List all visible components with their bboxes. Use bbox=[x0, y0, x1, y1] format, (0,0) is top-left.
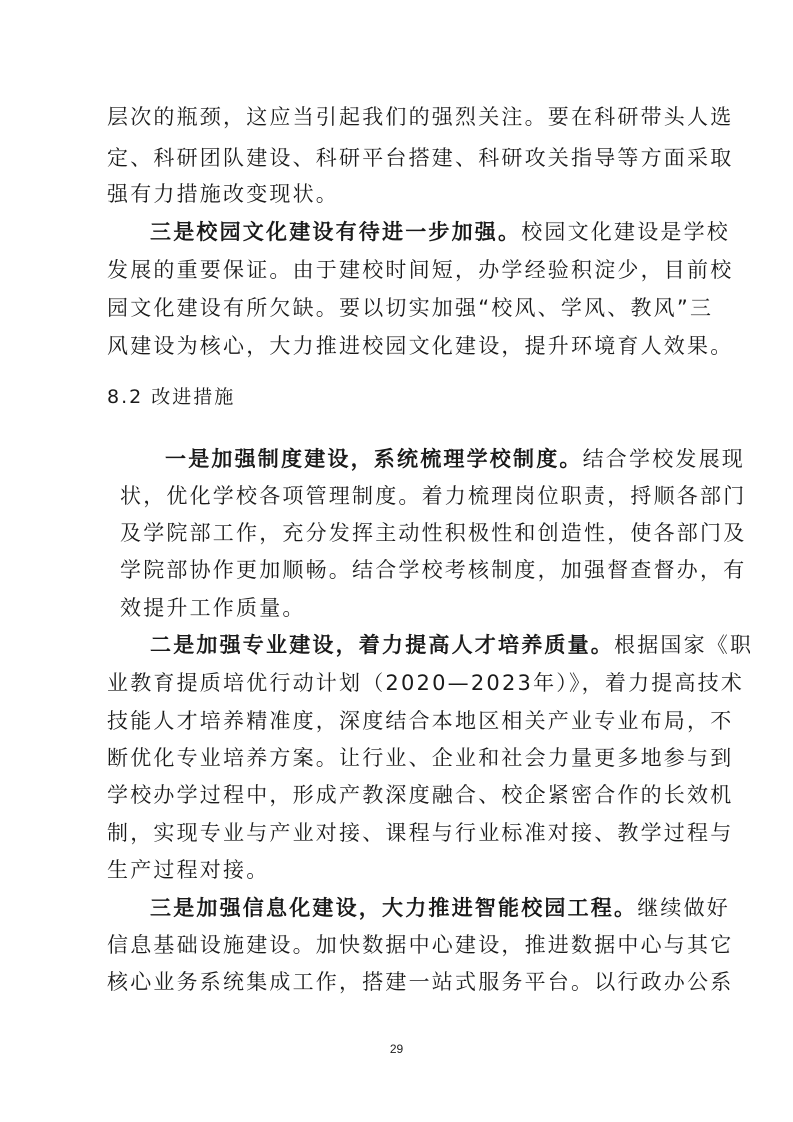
measure2-line-6: 制，实现专业与产业对接、课程与行业标准对接、教学过程与 bbox=[107, 821, 734, 845]
measure2-lead: 二是加强专业建设，着力提高人才培养质量。 bbox=[150, 633, 614, 657]
measure3-line1-rest: 继续做好 bbox=[637, 896, 731, 920]
problem3-line-4: 风建设为核心，大力推进校园文化建设，提升环境育人效果。 bbox=[107, 334, 734, 358]
measure2-line-2: 业教育提质培优行动计划（2020—2023年）》，着力提高技术 bbox=[107, 671, 745, 695]
measure3-line-1 bbox=[150, 894, 730, 922]
intro-line-1: 层次的瓶颈，这应当引起我们的强烈关注。要在科研带头人选 bbox=[107, 105, 734, 129]
measure2-line-1 bbox=[150, 631, 753, 659]
measure3-line-3: 核心业务系统集成工作，搭建一站式服务平台。以行政办公系 bbox=[107, 970, 734, 994]
intro-line-2: 定、科研团队建设、科研平台搭建、科研攻关指导等方面采取 bbox=[107, 146, 734, 170]
problem3-line-1 bbox=[150, 218, 730, 246]
measure2-line-4: 断优化专业培养方案。让行业、企业和社会力量更多地参与到 bbox=[107, 746, 734, 770]
measure3-line-2: 信息基础设施建设。加快数据中心建设，推进数据中心与其它 bbox=[107, 933, 734, 957]
section-heading: 8.2 改进措施 bbox=[107, 386, 236, 408]
page-number: 29 bbox=[389, 1042, 404, 1056]
measure1-line-3: 及学院部工作，充分发挥主动性积极性和创造性，使各部门及 bbox=[120, 521, 747, 545]
measure2-line-3: 技能人才培养精准度，深度结合本地区相关产业专业布局，不 bbox=[107, 709, 734, 733]
measure1-line1-rest: 结合学校发展现 bbox=[582, 447, 746, 471]
intro-line-3: 强有力措施改变现状。 bbox=[107, 182, 339, 206]
measure1-line-4: 学院部协作更加顺畅。结合学校考核制度，加强督查督办，有 bbox=[120, 558, 747, 582]
measure1-line-5: 效提升工作质量。 bbox=[120, 596, 306, 620]
measure2-line-5: 学校办学过程中，形成产教深度融合、校企紧密合作的长效机 bbox=[107, 783, 734, 807]
measure1-line-1 bbox=[165, 445, 745, 473]
measure2-line1-rest: 根据国家《职 bbox=[614, 633, 754, 657]
measure3-lead: 三是加强信息化建设，大力推进智能校园工程。 bbox=[150, 896, 638, 920]
problem3-line-2: 发展的重要保证。由于建校时间短，办学经验积淀少，目前校 bbox=[107, 258, 734, 282]
measure2-line-7: 生产过程对接。 bbox=[107, 858, 270, 882]
problem3-line1-rest: 校园文化建设是学校 bbox=[521, 220, 731, 244]
measure1-line-2: 状，优化学校各项管理制度。着力梳理岗位职责，捋顺各部门 bbox=[120, 484, 747, 508]
problem3-line-3: 园文化建设有所欠缺。要以切实加强“校风、学风、教风”三 bbox=[107, 296, 714, 320]
measure1-lead: 一是加强制度建设，系统梳理学校制度。 bbox=[165, 447, 583, 471]
problem3-lead: 三是校园文化建设有待进一步加强。 bbox=[150, 220, 522, 244]
